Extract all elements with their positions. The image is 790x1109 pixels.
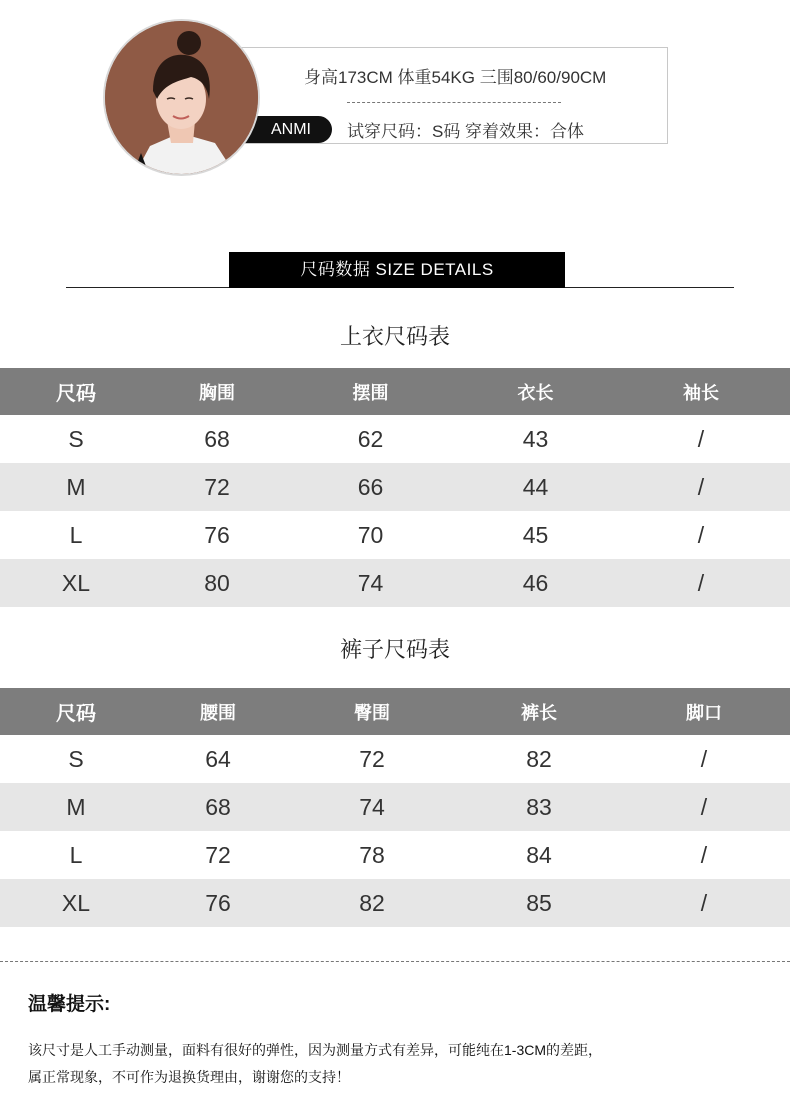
table-cell: 46: [459, 559, 612, 607]
table-cell: /: [618, 879, 790, 927]
table-header-row: [0, 368, 790, 415]
table-header-row: [0, 688, 790, 735]
tips-line-2: 属正常现象，不可作为退换货理由，谢谢您的支持！: [28, 1069, 350, 1085]
table-row: [0, 831, 790, 879]
section-title: 尺码数据 SIZE DETAILS: [229, 252, 565, 288]
table-cell: M: [0, 463, 152, 511]
header-cell: 尺码: [0, 688, 152, 735]
pants-table-title: 裤子尺码表: [339, 637, 450, 662]
table-cell: 74: [284, 783, 460, 831]
model-portrait-image: [105, 21, 258, 174]
table-cell: S: [68, 745, 84, 772]
model-fit: 试穿尺码：S码 穿着效果：合体: [347, 122, 585, 141]
header-cell: 胸围: [152, 368, 282, 415]
table-row: [0, 463, 790, 511]
table-cell: 66: [282, 463, 459, 511]
table-cell: 82: [284, 879, 460, 927]
table-cell: 68: [152, 783, 284, 831]
table-row: [0, 783, 790, 831]
table-cell: /: [612, 559, 790, 607]
table-cell: 70: [357, 521, 384, 548]
table-cell: S: [68, 425, 84, 452]
pants-size-table: [0, 688, 790, 927]
table-cell: XL: [0, 559, 152, 607]
table-cell: 44: [459, 463, 612, 511]
table-cell: /: [700, 841, 708, 868]
table-cell: 84: [526, 841, 552, 868]
tips-title: 温馨提示:: [28, 994, 111, 1015]
model-avatar: [103, 19, 260, 176]
table-row: [0, 735, 790, 783]
table-cell: 76: [204, 521, 230, 548]
table-cell: 45: [522, 521, 549, 548]
table-cell: L: [69, 841, 83, 868]
table-cell: 74: [282, 559, 459, 607]
table-cell: 78: [359, 841, 385, 868]
table-cell: 62: [357, 425, 384, 452]
table-cell: 82: [526, 745, 552, 772]
table-cell: 64: [205, 745, 231, 772]
header-cell: 腰围: [152, 688, 284, 735]
table-cell: XL: [0, 879, 152, 927]
table-cell: 43: [522, 425, 549, 452]
header-cell: 衣长: [459, 368, 612, 415]
table-row: [0, 879, 790, 927]
table-cell: 83: [460, 783, 618, 831]
header-cell: 脚口: [618, 688, 790, 735]
top-table-title: 上衣尺码表: [339, 324, 450, 349]
model-stats: 身高173CM 体重54KG 三围80/60/90CM: [304, 68, 607, 87]
header-cell: 臀围: [284, 688, 460, 735]
table-cell: /: [697, 425, 705, 452]
table-row: [0, 511, 790, 559]
model-name-badge: ANMI: [236, 116, 332, 143]
table-cell: /: [612, 463, 790, 511]
table-cell: 80: [152, 559, 282, 607]
table-cell: /: [618, 783, 790, 831]
tips-divider: [0, 961, 790, 962]
table-row: [0, 559, 790, 607]
table-cell: 76: [152, 879, 284, 927]
tips-line-1: 该尺寸是人工手动测量，面料有很好的弹性，因为测量方式有差异，可能纯在1-3CM的差距，: [28, 1042, 603, 1058]
header-cell: 裤长: [460, 688, 618, 735]
table-cell: /: [700, 745, 708, 772]
table-cell: 72: [205, 841, 231, 868]
table-cell: 85: [460, 879, 618, 927]
table-cell: /: [697, 521, 705, 548]
table-cell: 68: [204, 425, 230, 452]
model-divider: [347, 102, 561, 103]
table-row: [0, 415, 790, 463]
header-cell: 摆围: [282, 368, 459, 415]
table-cell: L: [69, 521, 83, 548]
header-cell: 尺码: [0, 368, 152, 415]
table-cell: M: [0, 783, 152, 831]
header-cell: 袖长: [612, 368, 790, 415]
table-cell: 72: [359, 745, 385, 772]
top-size-table: [0, 368, 790, 607]
table-cell: 72: [152, 463, 282, 511]
